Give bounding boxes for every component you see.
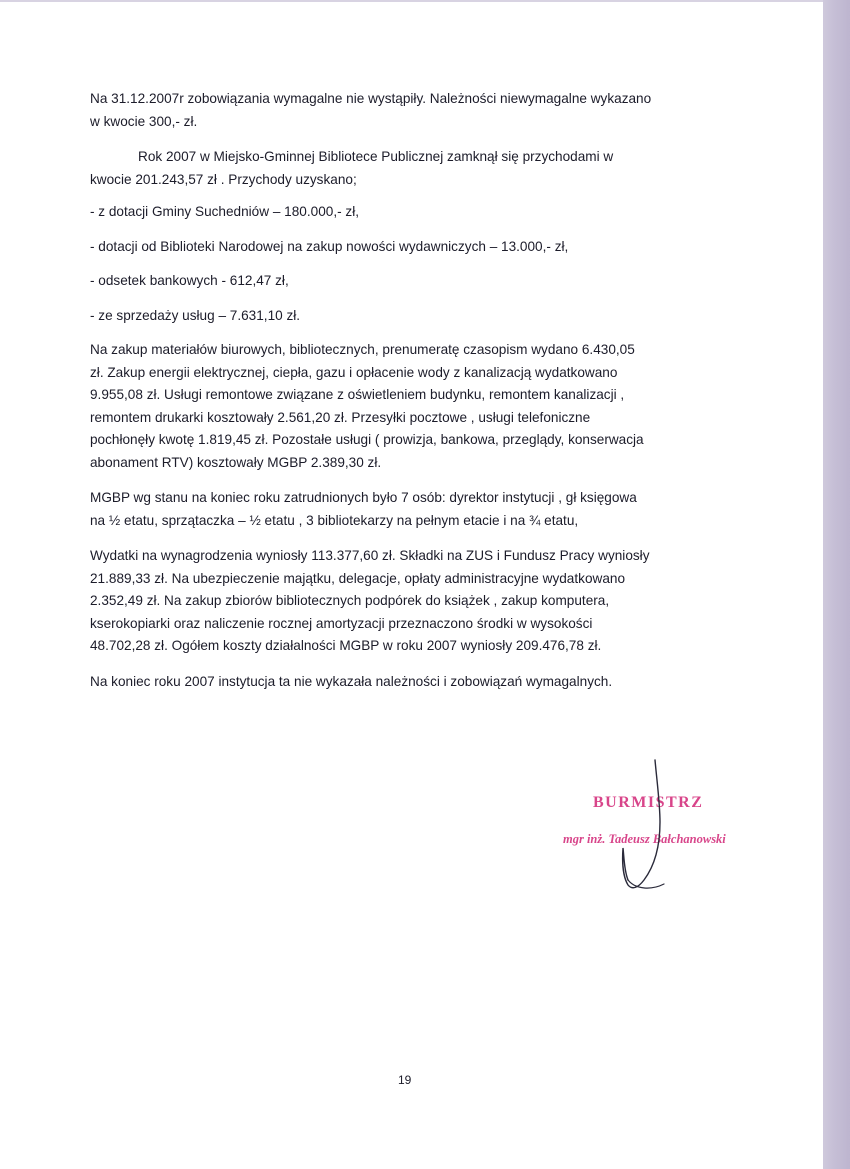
paragraph-expenses xyxy=(90,339,730,474)
text-line: - odsetek bankowych - 612,47 zł, xyxy=(90,273,289,288)
text-line: kwocie 201.243,57 zł . Przychody uzyskano; xyxy=(90,171,357,187)
text-line: w kwocie 300,- zł. xyxy=(90,113,198,129)
stamp-name: mgr inż. Tadeusz Bałchanowski xyxy=(563,832,726,846)
text-line: na ½ etatu, sprzątaczka – ½ etatu , 3 bibliotekarzy na pełnym etacie i na ¾ etatu, xyxy=(90,512,579,528)
paragraph-revenue-intro xyxy=(90,146,730,191)
stamp-title: BURMISTRZ xyxy=(593,794,704,811)
text-line: - dotacji od Biblioteki Narodowej na zakup nowości wydawniczych – 13.000,- zł, xyxy=(90,238,569,254)
paragraph-employment xyxy=(90,487,730,532)
paragraph-salaries xyxy=(90,545,730,658)
text-line: 21.889,33 zł. Na ubezpieczenie majątku, delegacje, opłaty administracyjne wydatkowano xyxy=(90,570,626,586)
text-line: 2.352,49 zł. Na zakup zbiorów bibliotecznych podpórek do książek , zakup komputera, xyxy=(90,593,610,608)
text-line: Na 31.12.2007r zobowiązania wymagalne nie wystąpiły. Należności niewymagalne wykazano xyxy=(90,91,652,106)
scan-right-edge xyxy=(823,0,850,1169)
text-line: abonament RTV) kosztowały MGBP 2.389,30 zł. xyxy=(90,454,382,470)
mayor-stamp-signature xyxy=(560,752,760,902)
text-line: Na koniec roku 2007 instytucja ta nie wykazała należności i zobowiązań wymagalnych. xyxy=(90,673,613,689)
paragraph-liabilities xyxy=(90,88,730,133)
text-line: remontem drukarki kosztowały 2.561,20 zł. Przesyłki pocztowe , usługi telefoniczne xyxy=(90,409,591,425)
text-line: Rok 2007 w Miejsko-Gminnej Bibliotece Publicznej zamknął się przychodami w xyxy=(138,149,614,164)
list-item-revenue xyxy=(90,201,730,224)
text-line: 48.702,28 zł. Ogółem koszty działalności MGBP w roku 2007 wyniosły 209.476,78 zł. xyxy=(90,638,602,653)
list-item-revenue xyxy=(90,236,730,259)
paragraph-summary xyxy=(90,671,730,694)
page-number: 19 xyxy=(398,1073,412,1087)
text-line: MGBP wg stanu na koniec roku zatrudnionych było 7 osób: dyrektor instytucji , gł księgowa xyxy=(90,490,637,505)
text-line: pochłonęły kwotę 1.819,45 zł. Pozostałe usługi ( prowizja, bankowa, przeglądy, konserwacja xyxy=(90,432,644,447)
text-line: zł. Zakup energii elektrycznej, ciepła, gazu i opłacenie wody z kanalizacją wydatkowano xyxy=(90,364,618,380)
text-line: kserokopiarki oraz naliczenie rocznej amortyzacji przeznaczono środki w wysokości xyxy=(90,615,593,631)
handwritten-signature-icon xyxy=(560,752,760,902)
text-line: - z dotacji Gminy Suchedniów – 180.000,- zł, xyxy=(90,204,359,219)
scan-top-edge xyxy=(0,0,823,2)
list-item-revenue xyxy=(90,305,730,328)
list-item-revenue xyxy=(90,270,730,293)
text-line: 9.955,08 zł. Usługi remontowe związane z oświetleniem budynku, remontem kanalizacji , xyxy=(90,387,625,402)
text-line: - ze sprzedaży usług – 7.631,10 zł. xyxy=(90,307,301,323)
text-line: Wydatki na wynagrodzenia wyniosły 113.377,60 zł. Składki na ZUS i Fundusz Pracy wyniosły xyxy=(90,548,650,563)
text-line: Na zakup materiałów biurowych, bibliotecznych, prenumeratę czasopism wydano 6.430,05 xyxy=(90,342,635,357)
document-body xyxy=(90,88,730,706)
